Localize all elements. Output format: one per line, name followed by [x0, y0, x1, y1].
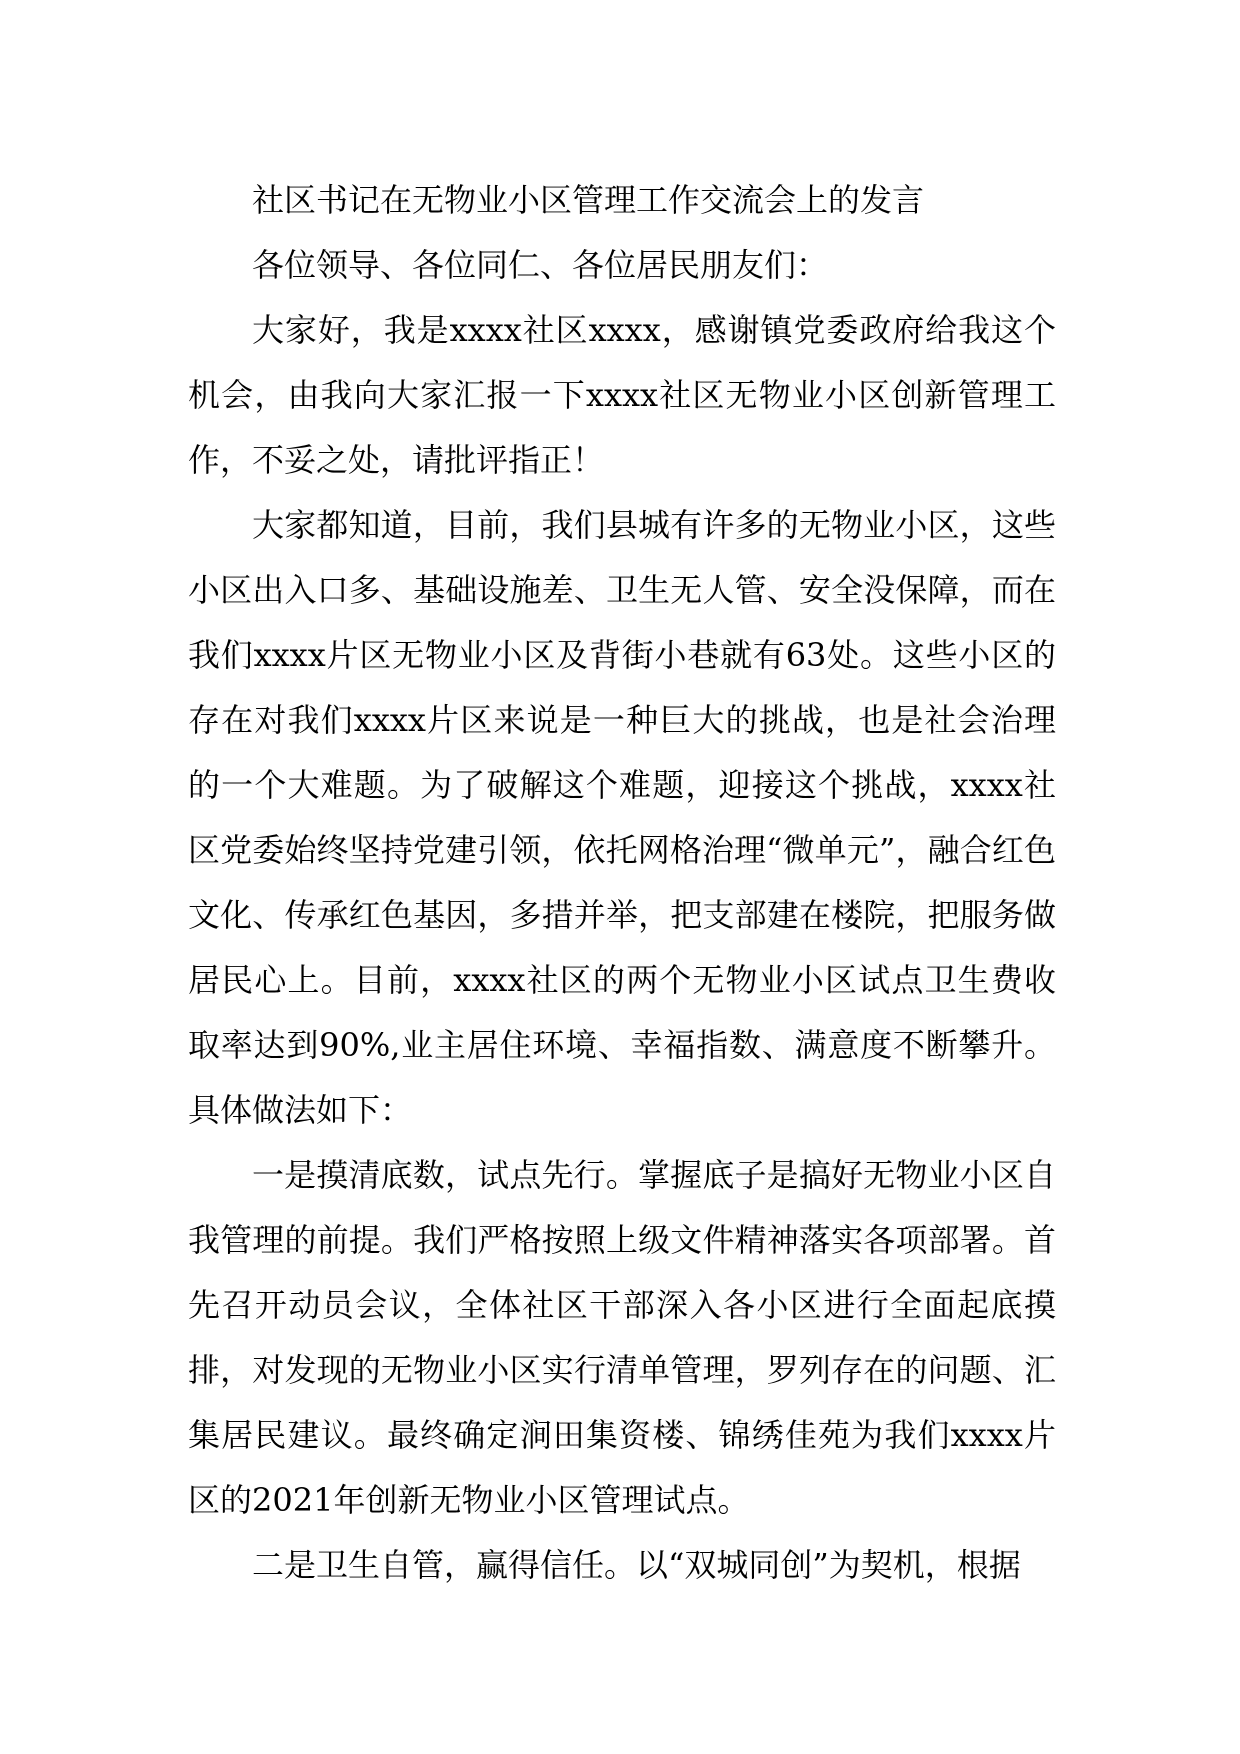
paragraph-salutation: 各位领导、各位同仁、各位居民朋友们：: [252, 246, 829, 284]
paragraph-point-one: 一是摸清底数，试点先行。掌握底子是搞好无物业小区自我管理的前提。我们严格按照上级文件精神落实各项部署。首先召开动员会议，全体社区干部深入各小区进行全面起底摸排，对发现的无物业小区实行清单管理，罗列存在的问题、汇集居民建议。最终确定涧田集资楼、锦绣佳苑为我们xxxx片区的2021年创新无物业小区管理试点。: [188, 1156, 1056, 1519]
paragraph-background: 大家都知道，目前，我们县城有许多的无物业小区，这些小区出入口多、基础设施差、卫生无人管、安全没保障，而在我们xxxx片区无物业小区及背街小巷就有63处。这些小区的存在对我们xxxx片区来说是一种巨大的挑战，也是社会治理的一个大难题。为了破解这个难题，迎接这个挑战，xxxx社区党委始终坚持党建引领，依托网格治理“微单元”，融合红色文化、传承红色基因，多措并举，把支部建在楼院，把服务做居民心上。目前，xxxx社区的两个无物业小区试点卫生费收取率达到90%,业主居住环境、幸福指数、满意度不断攀升。具体做法如下：: [188, 506, 1056, 1129]
paragraph-greeting: 大家好，我是xxxx社区xxxx，感谢镇党委政府给我这个机会，由我向大家汇报一下xxxx社区无物业小区创新管理工作，不妥之处，请批评指正！: [188, 311, 1056, 479]
document-title: 社区书记在无物业小区管理工作交流会上的发言: [252, 181, 925, 219]
document-body: [188, 168, 1056, 1598]
paragraph-point-two: 二是卫生自管，赢得信任。以“双城同创”为契机，根据: [252, 1546, 1021, 1584]
